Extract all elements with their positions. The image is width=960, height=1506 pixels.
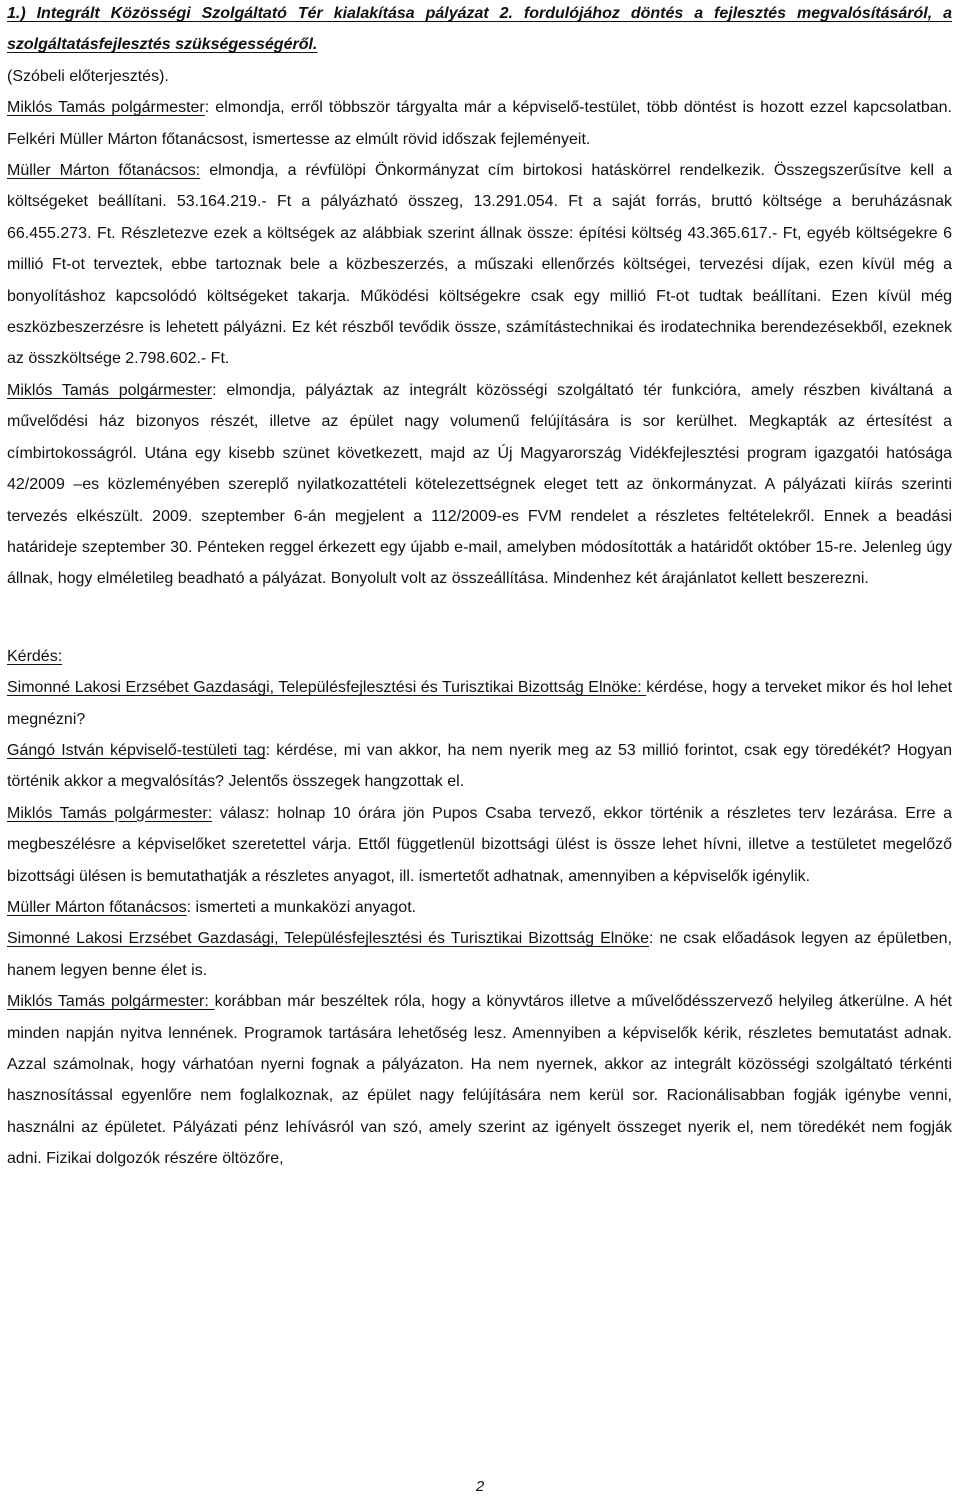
speaker-name: Müller Márton főtanácsos: bbox=[7, 162, 201, 180]
section-spacer bbox=[7, 595, 952, 641]
question-heading bbox=[7, 641, 952, 672]
speaker-name: Miklós Tamás polgármester bbox=[7, 381, 213, 399]
discussion-text: kérdése, hogy a terveket mikor és hol lehet megnézni? bbox=[7, 679, 953, 728]
discussion-entry bbox=[7, 986, 952, 1174]
paragraph-text: : elmondja, erről többször tárgyalta már a képviselő-testület, több döntést is hozott ezzel kapcsolatban. Felkéri Müller Márton főtanácsost, ismertesse az elmúlt rövid időszak fejleményeit. bbox=[7, 99, 952, 148]
speaker-name: Simonné Lakosi Erzsébet Gazdasági, Településfejlesztési és Turisztikai Bizottság Elnöke bbox=[7, 930, 649, 948]
speaker-name: Miklós Tamás polgármester: bbox=[7, 993, 215, 1011]
agenda-item-title bbox=[7, 0, 952, 61]
paragraph-presentation-note bbox=[7, 61, 952, 92]
discussion-text: : ismerteti a munkaközi anyagot. bbox=[186, 898, 417, 916]
speaker-name: Gángó István képviselő-testületi tag bbox=[7, 741, 266, 759]
discussion-entry bbox=[7, 735, 952, 798]
discussion-entry bbox=[7, 672, 952, 735]
paragraph-text: elmondja, a révfülöpi Önkormányzat cím birtokosi hatáskörrel rendelkezik. Összegszerűsítve kell a költségeket beállítani. 53.164.219.- Ft a pályázható összeg, 13.291.054. Ft a saját forrás, bruttó költsége a beruházásnak 66.455.273. Ft. Részletezve ezek a költségek az alábbiak szerint állnak össze: építési költség 43.365.617.- Ft, egyéb költségekre 6 millió Ft-ot terveztek, ebbe tartoznak bele a közbeszerzés, a műszaki ellenőrzés költségei, tervezési díjak, ezen kívül még a bonyolításhoz kapcsolódó költségeket takarja. Működési költségekre csak egy millió Ft-ot tudtak beállítani. Ezen kívül még eszközbeszerzésre is lehetett pályázni. Ez két részből tevődik össze, számítástechnikai és irodatechnika berendezésekből, ezeknek az összköltsége 2.798.602.- Ft. bbox=[7, 162, 953, 368]
speaker-name: Simonné Lakosi Erzsébet Gazdasági, Településfejlesztési és Turisztikai Bizottság Elnöke: bbox=[7, 679, 647, 697]
paragraph-advisor-costs bbox=[7, 155, 952, 375]
question-label: Kérdés: bbox=[7, 647, 63, 665]
discussion-text: : kérdése, mi van akkor, ha nem nyerik meg az 53 millió forintot, csak egy töredékét? Hogyan történik akkor a megvalósítás? Jelentős összegek hangzottak el. bbox=[7, 741, 953, 791]
discussion-entry bbox=[7, 923, 952, 986]
paragraph-mayor-intro bbox=[7, 92, 952, 155]
document-body bbox=[7, 0, 952, 1175]
discussion-entry bbox=[7, 892, 952, 923]
page-number: 2 bbox=[475, 1478, 485, 1495]
paragraph-text: : elmondja, pályáztak az integrált közösségi szolgáltató tér funkcióra, amely részben kiváltaná a művelődési ház bizonyos részét, illetve az épület nagy volumenű felújítására is sor kerülhet. Megkapták az értesítést a címbirtokosságról. Utána egy kisebb szünet következett, majd az Új Magyarország Vidékfejlesztési program igazgatói hatósága 42/2009 –es közleményében szereplő nyilatkozattételi kötelezettségnek eleget tett az önkormányzat. A pályázati kiírás szerinti tervezés elkészült. 2009. szeptember 6-án megjelent a 112/2009-es FVM rendelet a részletes feltételekről. Ennek a beadási határideje szeptember 30. Pénteken reggel érkezett egy újabb e-mail, amelyben módosították a határidőt október 15-re. Jelenleg úgy állnak, hogy elméletileg beadható a pályázat. Bonyolult volt az összeállítása. Mindenhez két árajánlatot kellett beszerezni. bbox=[7, 381, 953, 588]
discussion-text: korábban már beszéltek róla, hogy a könyvtáros illetve a művelődésszervező helyileg átkerülne. A hét minden napján nyitva lennének. Programok tartására lehetőség lesz. Amennyiben a képviselők kérik, részletes bemutatást adnak. Azzal számolnak, hogy várhatóan nyerni fognak a pályázaton. Ha nem nyernek, akkor az integrált közösségi szolgáltató térkénti hasznosítással egyenlőre nem foglalkoznak, az épület nagy felújítására nem kerül sor. Racionálisabban fogják igénybe venni, használni az épületet. Pályázati pénz lehívásról van szó, amely szerint az igényelt összeget nyerik el, nem töredékét nem fogják adni. Fizikai dolgozók részére öltözőre, bbox=[7, 993, 952, 1168]
agenda-title-text: 1.) Integrált Közösségi Szolgáltató Tér kialakítása pályázat 2. fordulójához döntés a fejlesztés megvalósításáról, a szolgáltatásfejlesztés szükségességéről. bbox=[7, 5, 952, 54]
discussion-text: : ne csak előadások legyen az épületben, hanem legyen benne élet is. bbox=[7, 930, 952, 979]
paragraph-text: (Szóbeli előterjesztés). bbox=[7, 67, 169, 85]
discussion-entry bbox=[7, 798, 952, 892]
speaker-name: Miklós Tamás polgármester bbox=[7, 99, 205, 117]
discussion-text: válasz: holnap 10 órára jön Pupos Csaba tervező, ekkor történik a részletes terv lezárása. Erre a megbeszélésre a képviselőket szeretettel várja. Ettől függetlenül bizottsági ülést is össze lehet hívni, illetve a testületet megelőző bizottsági ülésen is bemutathatják a részletes anyagot, ill. ismertetőt adhatnak, amennyiben a képviselők igénylik. bbox=[7, 804, 952, 885]
paragraph-mayor-application bbox=[7, 375, 952, 595]
speaker-name: Miklós Tamás polgármester: bbox=[7, 804, 213, 822]
speaker-name: Müller Márton főtanácsos bbox=[7, 898, 187, 916]
